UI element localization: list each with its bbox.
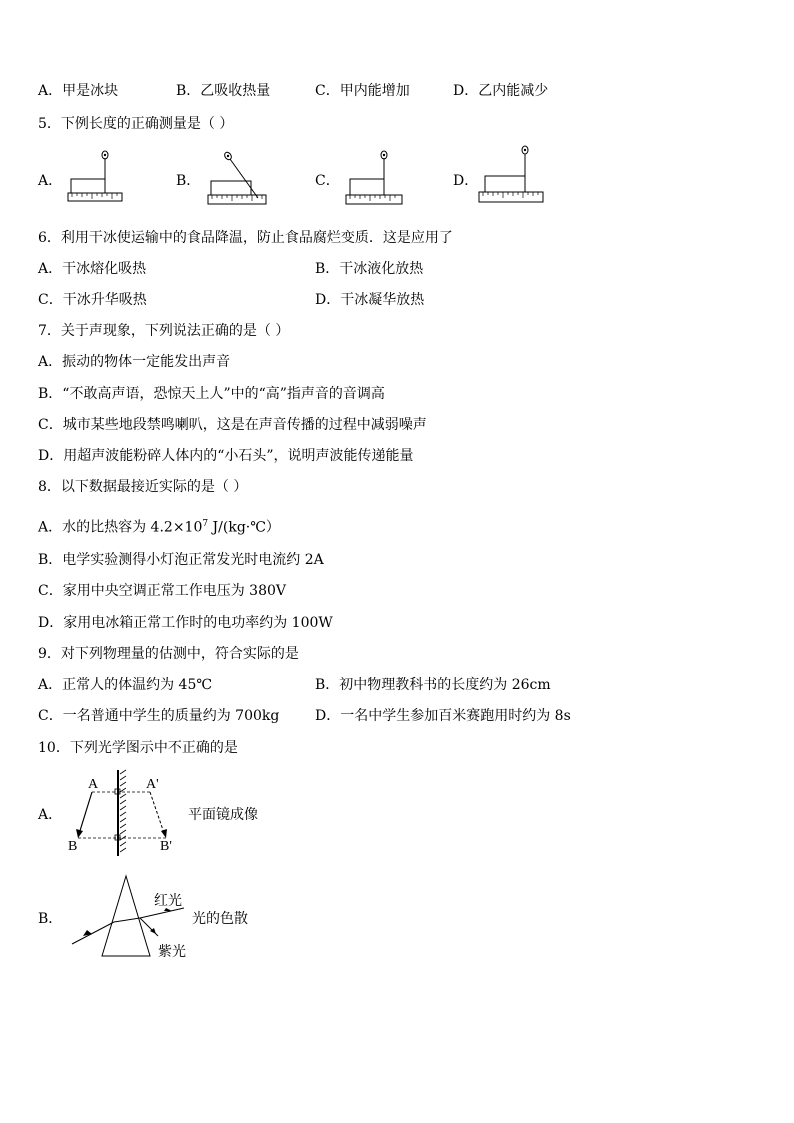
q7-option-c: C．城市某些地段禁鸣喇叭，这是在声音传播的过程中减弱噪声 [38,417,427,433]
prism-violet-label: 紫光 [158,944,186,960]
q5-stem: 5．下例长度的正确测量是（ ） [38,116,234,132]
q6-option-a: A．干冰熔化吸热 [38,261,147,277]
q5-label-d: D． [453,173,479,189]
q6-option-c: C．干冰升华吸热 [38,292,147,308]
q8-stem: 8．以下数据最接近实际的是（ ） [38,479,248,495]
q8-option-a-exponent: 7 [202,519,209,529]
mirror-point-a-image: A' [146,777,159,792]
q10-option-a-label: A． [38,807,63,823]
q7-option-a: A．振动的物体一定能发出声音 [38,354,231,370]
q5-figure-c [344,148,408,210]
q5-label-c: C． [315,173,340,189]
q8-option-a-prefix: A．水的比热容为 4.2×10 [38,519,203,536]
q9-stem: 9．对下列物理量的估测中，符合实际的是 [38,646,299,662]
q5-figure-d [477,142,547,212]
q7-stem: 7．关于声现象，下列说法正确的是（ ） [38,323,290,339]
q10-stem: 10．下列光学图示中不正确的是 [38,740,238,756]
q4-option-c: C．甲内能增加 [315,83,410,99]
mirror-point-b: B [68,839,78,854]
q8-option-b: B．电学实验测得小灯泡正常发光时电流约 2A [38,552,324,568]
q5-figure-a [66,148,126,210]
q6-stem: 6．利用干冰使运输中的食品降温，防止食品腐烂变质．这是应用了 [38,230,453,246]
q8-option-d: D．家用电冰箱正常工作时的电功率约为 100W [38,615,333,631]
q9-option-b: B．初中物理教科书的长度约为 26cm [315,677,551,693]
q10-option-b-label: B． [38,911,63,927]
q6-option-d: D．干冰凝华放热 [315,292,425,308]
q8-option-a-unit: J/(kg·℃） [208,519,280,536]
q8-option-c: C．家用中央空调正常工作电压为 380V [38,583,286,599]
q9-option-a: A．正常人的体温约为 45℃ [38,677,213,693]
q4-option-a: A．甲是冰块 [38,83,119,99]
q5-label-a: A． [38,173,63,189]
mirror-caption: 平面镜成像 [188,807,258,823]
q8-option-a [38,515,280,537]
q6-option-b: B．干冰液化放热 [315,261,424,277]
prism-caption: 光的色散 [192,911,248,927]
prism-red-label: 红光 [154,893,182,909]
q9-option-d: D．一名中学生参加百米赛跑用时约为 8s [315,708,571,724]
mirror-point-a: A [88,777,99,792]
q5-figure-b [206,148,272,212]
q4-option-d: D．乙内能减少 [453,83,549,99]
q9-option-c: C．一名普通中学生的质量约为 700kg [38,708,280,724]
mirror-point-b-image: B' [160,839,172,854]
q7-option-d: D．用超声波能粉碎人体内的“小石头”，说明声波能传递能量 [38,448,414,464]
q4-option-b: B．乙吸收热量 [176,83,271,99]
q7-option-b: B．“不敢高声语，恐惊天上人”中的“高”指声音的音调高 [38,386,385,402]
q5-label-b: B． [176,173,201,189]
